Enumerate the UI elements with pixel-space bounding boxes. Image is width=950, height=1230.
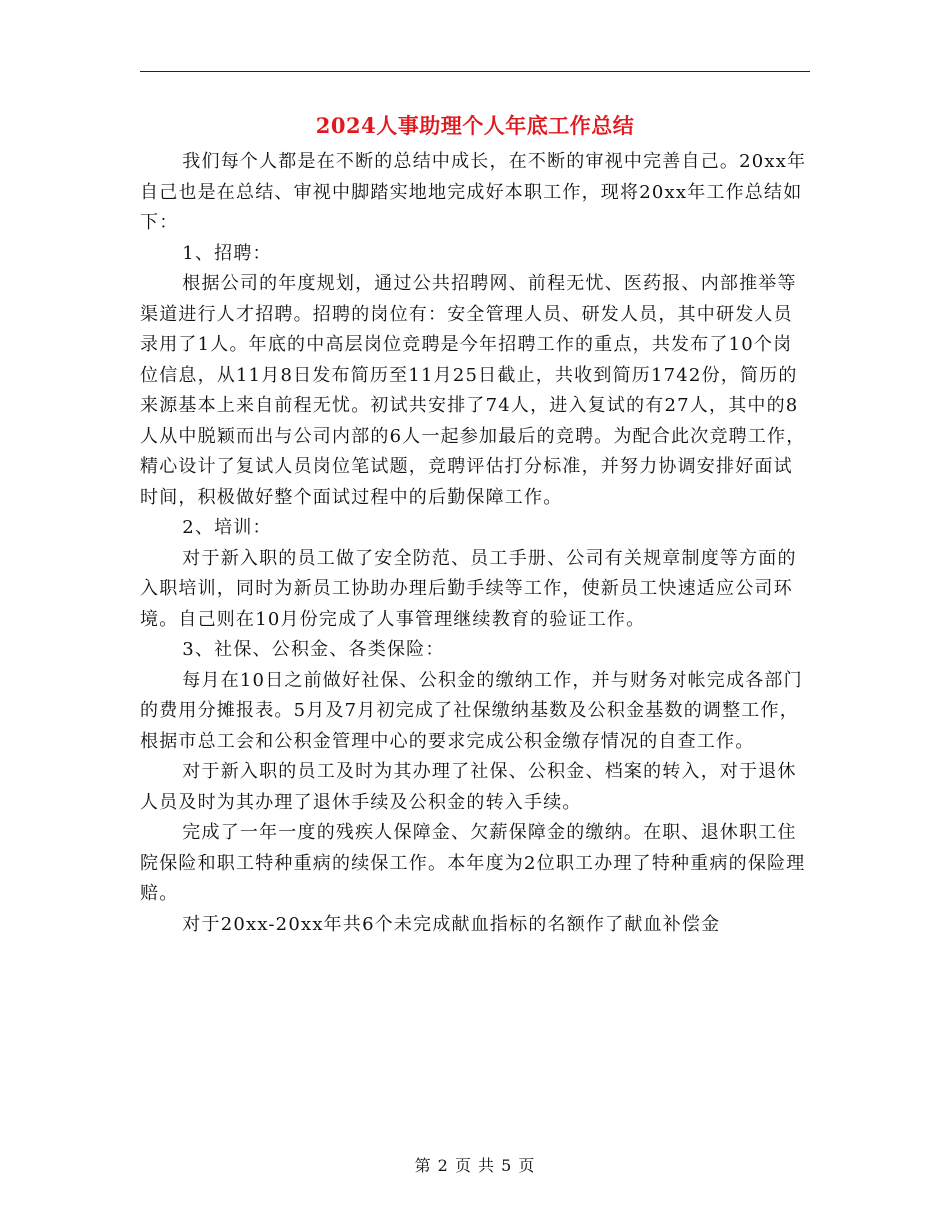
section-heading-insurance: 3、社保、公积金、各类保险：: [182, 639, 445, 660]
paragraph-insurance-transfer: 对于新入职的员工及时为其办理了社保、公积金、档案的转入，对于退休人员及时为其办理了退休手续及公积金的转入手续。: [140, 761, 797, 813]
header-rule: [140, 71, 810, 72]
page-footer: 第 2 页 共 5 页: [414, 1156, 536, 1175]
document-body: [140, 147, 810, 940]
section-heading-recruitment: 1、招聘：: [182, 242, 272, 264]
paragraph-blood-donation: 对于20xx-20xx年共6个未完成献血指标的名额作了献血补偿金: [182, 913, 721, 935]
paragraph-intro: 我们每个人都是在不断的总结中成长，在不断的审视中完善自己。20xx年自己也是在总结、审视中脚踏实地地完成好本职工作，现将20xx年工作总结如下：: [140, 151, 807, 233]
paragraph-insurance-annual: 完成了一年一度的残疾人保障金、欠薪保障金的缴纳。在职、退休职工住院保险和职工特种重病的续保工作。本年度为2位职工办理了特种重病的保险理赔。: [140, 822, 806, 904]
document-title: 2024人事助理个人年底工作总结: [315, 113, 635, 138]
section-heading-training: 2、培训：: [182, 517, 272, 538]
paragraph-training: 对于新入职的员工做了安全防范、员工手册、公司有关规章制度等方面的入职培训，同时为新员工协助办理后勤手续等工作，使新员工快速适应公司环境。自己则在10月份完成了人事管理继续教育的验证工作。: [140, 547, 797, 630]
paragraph-insurance-monthly: 每月在10日之前做好社保、公积金的缴纳工作，并与财务对帐完成各部门的费用分摊报表。5月及7月初完成了社保缴纳基数及公积金基数的调整工作，根据市总工会和公积金管理中心的要求完成公积金缴存情况的自查工作。: [140, 669, 803, 752]
paragraph-recruitment: 根据公司的年度规划，通过公共招聘网、前程无忧、医药报、内部推举等渠道进行人才招聘。招聘的岗位有：安全管理人员、研发人员，其中研发人员录用了1人。年底的中高层岗位竞聘是今年招聘工作的重点，共发布了10个岗位信息，从11月8日发布简历至11月25日截止，共收到简历1742份，简历的来源基本上来自前程无忧。初试共安排了74人，进入复试的有27人，其中的8人从中脱颖而出与公司内部的6人一起参加最后的竞聘。为配合此次竞聘工作，精心设计了复试人员岗位笔试题，竞聘评估打分标准，并努力协调安排好面试时间，积极做好整个面试过程中的后勤保障工作。: [140, 273, 806, 508]
